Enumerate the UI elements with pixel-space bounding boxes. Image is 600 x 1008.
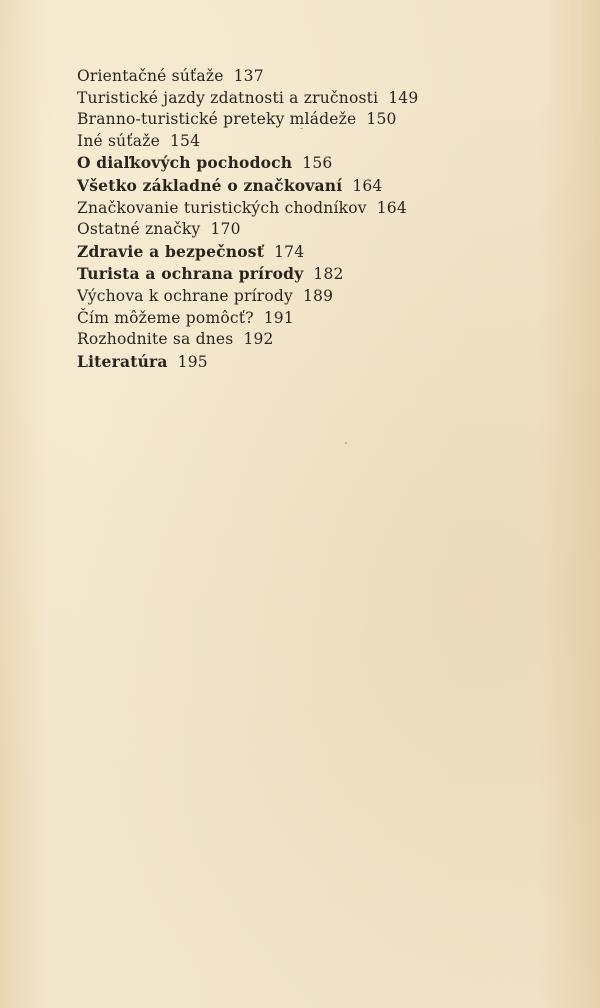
- toc-entry: [77, 198, 557, 220]
- toc-entry: [77, 175, 557, 198]
- toc-entry-title: Výchova k ochrane prírody: [77, 286, 293, 305]
- toc-entry-title: Orientačné súťaže: [77, 67, 224, 85]
- toc-entry: [77, 88, 557, 110]
- toc-entry: [77, 152, 557, 175]
- toc-entry-page: 164: [376, 198, 407, 217]
- toc-entry: [77, 329, 557, 351]
- table-of-contents: [77, 66, 557, 373]
- toc-entry-page: 150: [366, 110, 397, 129]
- toc-entry-title: Čím môžeme pomôcť?: [77, 308, 254, 327]
- toc-entry: [77, 109, 557, 131]
- toc-entry-title: Rozhodnite sa dnes: [77, 330, 234, 349]
- toc-entry-page: 182: [313, 265, 344, 284]
- toc-entry-page: 174: [274, 242, 305, 261]
- toc-entry: [77, 308, 557, 330]
- toc-entry-page: 195: [177, 352, 208, 371]
- toc-entry-page: 154: [169, 131, 201, 150]
- toc-entry: [77, 66, 557, 88]
- toc-entry-title: Všetko základné o značkovaní: [77, 175, 343, 195]
- toc-entry-title: Literatúra: [77, 351, 168, 371]
- toc-entry-title: O diaľkových pochodoch: [77, 153, 293, 173]
- toc-entry-title: Turistické jazdy zdatnosti a zručnosti: [77, 88, 379, 107]
- toc-entry: [77, 219, 557, 241]
- toc-entry: [77, 351, 557, 374]
- toc-entry: [77, 241, 557, 264]
- toc-entry-title: Značkovanie turistických chodníkov: [77, 198, 367, 217]
- toc-entry-page: 191: [263, 308, 294, 327]
- toc-entry-page: 164: [352, 176, 383, 195]
- toc-entry: [77, 131, 557, 153]
- toc-entry-title: Zdravie a bezpečnosť: [77, 241, 265, 261]
- toc-entry-title: Iné súťaže: [77, 131, 160, 150]
- toc-entry-title: Branno-turistické preteky mládeže: [77, 110, 357, 129]
- toc-entry-title: Turista a ochrana prírody: [77, 264, 304, 284]
- toc-entry-page: 192: [243, 330, 274, 349]
- paper-speck: [345, 442, 347, 444]
- toc-entry: [77, 263, 557, 286]
- toc-entry-page: 189: [303, 286, 334, 305]
- toc-entry-title: Ostatné značky: [77, 220, 201, 239]
- toc-entry-page: 156: [302, 154, 333, 173]
- toc-entry-page: 170: [210, 220, 241, 239]
- toc-entry-page: 137: [233, 67, 264, 85]
- paper-speck: [300, 128, 303, 129]
- toc-entry-page: 149: [388, 88, 419, 107]
- toc-entry: [77, 286, 557, 308]
